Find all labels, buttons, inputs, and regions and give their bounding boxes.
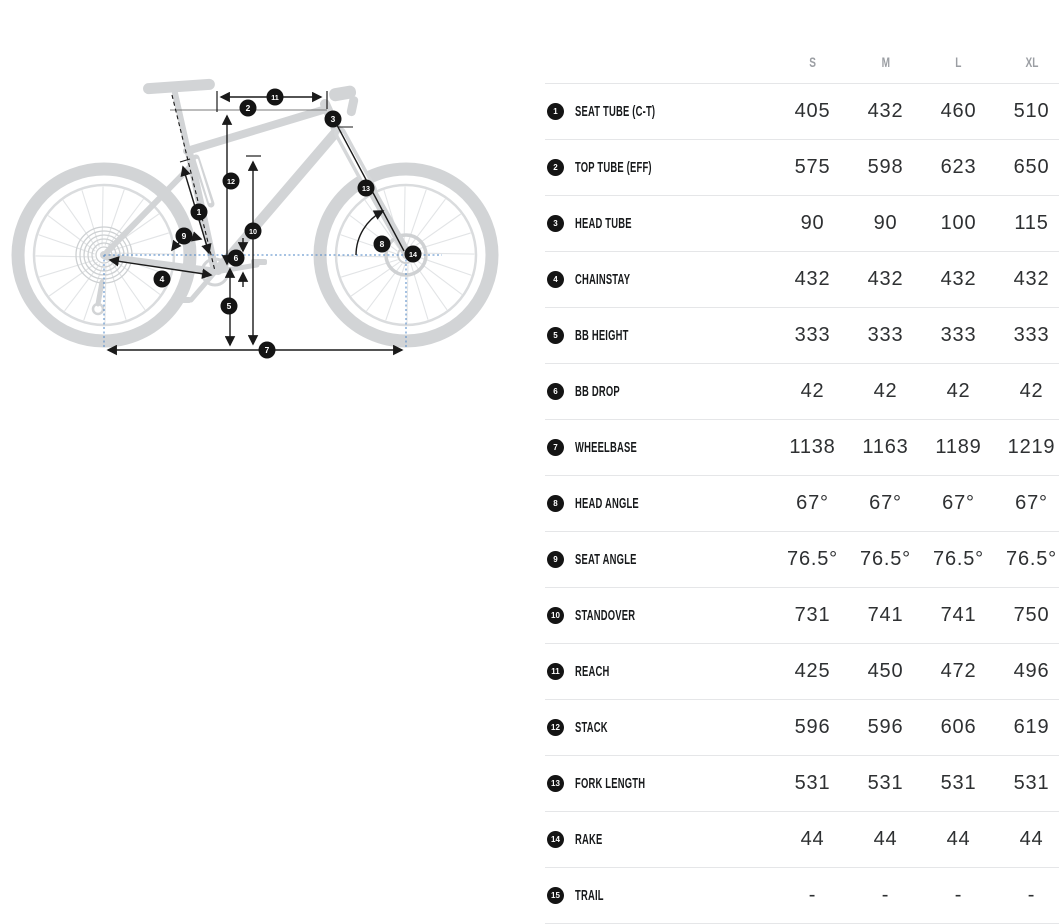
bike-silhouette — [18, 79, 492, 341]
svg-text:10: 10 — [249, 226, 257, 236]
table-row — [545, 420, 1059, 476]
row-number-badge: 10 — [547, 607, 564, 624]
row-label: STACK — [575, 719, 608, 736]
measurement-value: 333 — [940, 324, 977, 346]
measurement-value: 333 — [867, 324, 904, 346]
geometry-table — [545, 0, 1059, 924]
bike-diagram-svg — [0, 0, 545, 400]
measurement-value: 731 — [794, 604, 831, 626]
row-label-cell — [545, 887, 776, 904]
measurement-value: 333 — [1013, 324, 1050, 346]
table-row — [545, 140, 1059, 196]
measurement-value: 44 — [800, 828, 825, 850]
measurement-value: 42 — [946, 380, 971, 402]
table-body — [545, 84, 1059, 924]
measurement-value: 76.5° — [860, 548, 911, 570]
row-number-badge: 8 — [547, 495, 564, 512]
measurement-value: 44 — [1019, 828, 1044, 850]
row-label-cell — [545, 271, 776, 288]
measurement-value: 510 — [1013, 100, 1050, 122]
row-label: CHAINSTAY — [575, 271, 631, 288]
measurement-value: 460 — [940, 100, 977, 122]
measurement-value: 1138 — [789, 436, 836, 458]
size-header-label: XL — [1025, 54, 1038, 70]
measurement-value: - — [954, 884, 963, 906]
measurement-value: 67° — [1015, 492, 1048, 514]
header-spacer — [545, 70, 776, 83]
measurement-value: 76.5° — [933, 548, 984, 570]
measurement-value: 496 — [1013, 660, 1050, 682]
svg-text:2: 2 — [245, 102, 251, 113]
measurement-value: 741 — [940, 604, 977, 626]
measurement-value: 472 — [940, 660, 977, 682]
row-number-badge: 1 — [547, 103, 564, 120]
measurement-value: 575 — [794, 156, 831, 178]
svg-text:4: 4 — [159, 273, 165, 284]
measurement-value: 531 — [794, 772, 831, 794]
svg-text:14: 14 — [409, 249, 417, 259]
row-number-badge: 13 — [547, 775, 564, 792]
measurement-value: - — [1027, 884, 1036, 906]
row-label-cell — [545, 327, 776, 344]
table-row — [545, 756, 1059, 812]
measurement-value: 405 — [794, 100, 831, 122]
row-number-badge: 12 — [547, 719, 564, 736]
row-number-badge: 6 — [547, 383, 564, 400]
measurement-value: - — [881, 884, 890, 906]
measurement-value: 606 — [940, 716, 977, 738]
size-header-label: S — [809, 54, 816, 70]
svg-text:12: 12 — [227, 176, 235, 186]
table-header-row — [545, 0, 1059, 84]
measurement-value: 598 — [867, 156, 904, 178]
measurement-value: 432 — [794, 268, 831, 290]
row-label-cell — [545, 551, 776, 568]
table-row — [545, 364, 1059, 420]
row-number-badge: 14 — [547, 831, 564, 848]
row-number-badge: 3 — [547, 215, 564, 232]
diagram-callout-12 — [223, 173, 240, 190]
diagram-callout-4 — [154, 271, 171, 288]
row-label: SEAT ANGLE — [575, 551, 637, 568]
table-row — [545, 812, 1059, 868]
table-row — [545, 308, 1059, 364]
row-label: FORK LENGTH — [575, 775, 646, 792]
row-label: WHEELBASE — [575, 439, 637, 456]
svg-text:3: 3 — [330, 113, 336, 124]
measurement-value: 650 — [1013, 156, 1050, 178]
table-row — [545, 84, 1059, 140]
row-number-badge: 15 — [547, 887, 564, 904]
size-header-m — [849, 54, 922, 83]
row-label-cell — [545, 439, 776, 456]
svg-text:1: 1 — [196, 206, 202, 217]
measurement-value: 432 — [867, 100, 904, 122]
size-header-s — [776, 54, 849, 83]
measurement-value: 596 — [794, 716, 831, 738]
diagram-callout-1 — [191, 204, 208, 221]
measurement-value: 42 — [800, 380, 825, 402]
row-label: TRAIL — [575, 887, 604, 904]
row-label: BB HEIGHT — [575, 327, 629, 344]
measurement-value: 432 — [1013, 268, 1050, 290]
table-row — [545, 252, 1059, 308]
measurement-value: 44 — [946, 828, 971, 850]
measurement-value: 750 — [1013, 604, 1050, 626]
measurement-value: 115 — [1014, 212, 1049, 234]
table-row — [545, 532, 1059, 588]
row-label-cell — [545, 831, 776, 848]
diagram-callout-6 — [228, 250, 245, 267]
svg-text:7: 7 — [264, 344, 270, 355]
measurement-value: 432 — [867, 268, 904, 290]
diagram-callout-11 — [267, 89, 284, 106]
measurement-value: 42 — [1019, 380, 1044, 402]
measurement-value: 1163 — [862, 436, 909, 458]
measurement-value: 44 — [873, 828, 898, 850]
svg-text:8: 8 — [379, 238, 385, 249]
measurement-value: - — [808, 884, 817, 906]
measurement-value: 76.5° — [787, 548, 838, 570]
measurement-value: 100 — [940, 212, 977, 234]
row-label: BB DROP — [575, 383, 620, 400]
measurement-value: 596 — [867, 716, 904, 738]
row-label-cell — [545, 719, 776, 736]
diagram-callout-2 — [240, 100, 257, 117]
measurement-value: 1219 — [1007, 436, 1056, 458]
row-label-cell — [545, 159, 776, 176]
table-row — [545, 868, 1059, 924]
row-label: HEAD ANGLE — [575, 495, 639, 512]
row-number-badge: 2 — [547, 159, 564, 176]
row-number-badge: 4 — [547, 271, 564, 288]
measurement-value: 425 — [794, 660, 831, 682]
measurement-value: 619 — [1013, 716, 1050, 738]
row-number-badge: 9 — [547, 551, 564, 568]
svg-text:5: 5 — [226, 300, 232, 311]
diagram-callout-13 — [358, 180, 375, 197]
diagram-callout-10 — [245, 223, 262, 240]
size-header-l — [922, 54, 995, 83]
row-label-cell — [545, 663, 776, 680]
measurement-value: 450 — [867, 660, 904, 682]
diagram-callout-5 — [221, 298, 238, 315]
measurement-value: 531 — [1013, 772, 1050, 794]
measurement-value: 531 — [867, 772, 904, 794]
table-row — [545, 644, 1059, 700]
diagram-callout-9 — [176, 228, 193, 245]
size-header-label: M — [881, 54, 890, 70]
row-label-cell — [545, 775, 776, 792]
row-label-cell — [545, 383, 776, 400]
row-label: TOP TUBE (EFF) — [575, 159, 652, 176]
measurement-value: 90 — [800, 212, 825, 234]
row-label-cell — [545, 607, 776, 624]
row-label: STANDOVER — [575, 607, 636, 624]
svg-text:6: 6 — [233, 252, 239, 263]
measurement-value: 76.5° — [1006, 548, 1057, 570]
row-label-cell — [545, 215, 776, 232]
bike-geometry-diagram — [0, 0, 545, 400]
svg-text:9: 9 — [181, 230, 187, 241]
table-row — [545, 196, 1059, 252]
diagram-callout-3 — [325, 111, 342, 128]
measurement-value: 333 — [794, 324, 831, 346]
diagram-callout-7 — [259, 342, 276, 359]
measurement-value: 67° — [869, 492, 902, 514]
row-label: SEAT TUBE (C-T) — [575, 103, 656, 120]
measurement-value: 531 — [940, 772, 977, 794]
row-number-badge: 5 — [547, 327, 564, 344]
row-label: HEAD TUBE — [575, 215, 632, 232]
size-header-xl — [995, 54, 1059, 83]
measurement-value: 42 — [873, 380, 898, 402]
measurement-value: 1189 — [935, 436, 982, 458]
svg-text:13: 13 — [362, 183, 370, 193]
row-number-badge: 11 — [547, 663, 564, 680]
row-label: RAKE — [575, 831, 603, 848]
diagram-callout-14 — [405, 246, 422, 263]
table-row — [545, 476, 1059, 532]
table-row — [545, 588, 1059, 644]
row-label-cell — [545, 103, 776, 120]
row-label: REACH — [575, 663, 610, 680]
measurement-value: 432 — [940, 268, 977, 290]
measurement-value: 67° — [796, 492, 829, 514]
row-number-badge: 7 — [547, 439, 564, 456]
measurement-value: 90 — [873, 212, 898, 234]
measurement-value: 741 — [867, 604, 904, 626]
table-row — [545, 700, 1059, 756]
measurement-value: 623 — [940, 156, 977, 178]
row-label-cell — [545, 495, 776, 512]
svg-text:11: 11 — [271, 92, 279, 102]
size-header-label: L — [955, 54, 962, 70]
diagram-callout-8 — [374, 236, 391, 253]
measurement-value: 67° — [942, 492, 975, 514]
